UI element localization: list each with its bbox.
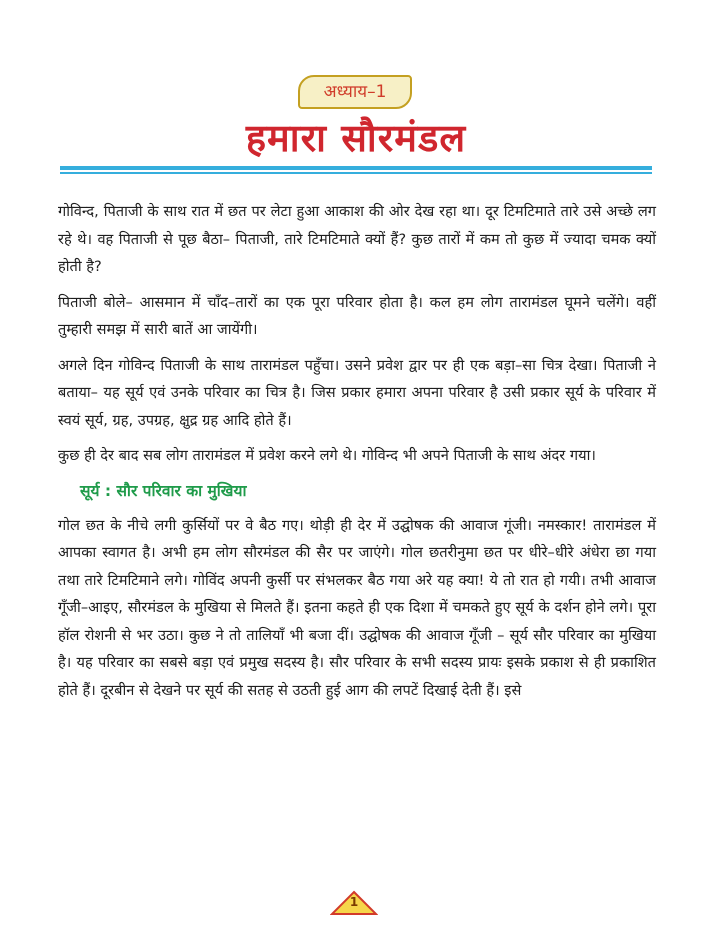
page-number: 1 (349, 895, 359, 909)
title-divider-thin (60, 172, 652, 174)
title-divider-thick (60, 166, 652, 170)
chapter-label-badge (298, 75, 412, 109)
paragraph: कुछ ही देर बाद सब लोग तारामंडल में प्रवेश करने लगे थे। गोविन्द भी अपने पिताजी के साथ अंदर गया। (58, 447, 596, 464)
chapter-label: अध्याय–1 (323, 82, 387, 102)
paragraph: पिताजी बोले– आसमान में चाँद–तारों का एक पूरा परिवार होता है। कल हम लोग तारामंडल घूमने चलेंगे। वहीं तुम्हारी समझ में सारी बातें आ जायेंगी। (58, 293, 656, 338)
paragraph: गोविन्द, पिताजी के साथ रात में छत पर लेटा हुआ आकाश की ओर देख रहा था। दूर टिमटिमाते तारे उसे अच्छे लग रहे थे। वह पिताजी से पूछ बैठा– पिताजी, तारे टिमटिमाते क्यों हैं? कुछ तारों में कम तो कुछ में ज्यादा चमक क्यों होती है? (58, 203, 656, 275)
section-paragraph: गोल छत के नीचे लगी कुर्सियों पर वे बैठ गए। थोड़ी ही देर में उद्घोषक की आवाज गूंजी। नमस्कार! तारामंडल में आपका स्वागत है। अभी हम लोग सौरमंडल की सैर पर जाएंगे। गोल छतरीनुमा छत पर धीरे–धीरे अंधेरा छा गया तथा तारे टिमटिमाने लगे। गोविंद अपनी कुर्सी पर संभलकर बैठ गया अरे यह क्या! ये तो रात हो गयी। तभी आवाज गूँजी–आइए, सौरमंडल के मुखिया से मिलते हैं। इतना कहते ही एक दिशा में चमकते हुए सूर्य के दर्शन होने लगे। पूरा हॉल रोशनी से भर उठा। कुछ ने तो तालियाँ भी बजा दीं। उद्घोषक की आवाज गूँजी – सूर्य सौर परिवार का मुखिया है। यह परिवार का सबसे बड़ा एवं प्रमुख सदस्य है। सौर परिवार के सभी सदस्य प्रायः इसके प्रकाश से ही प्रकाशित होते हैं। दूरबीन से देखने पर सूर्य की सतह से उठती हुई आग की लपटें दिखाई देती हैं। इसे (58, 516, 656, 699)
page-title: हमारा सौरमंडल (245, 116, 467, 160)
page-number-badge (330, 890, 378, 916)
paragraph: अगले दिन गोविन्द पिताजी के साथ तारामंडल पहुँचा। उसने प्रवेश द्वार पर ही एक बड़ा–सा चित्र देखा। पिताजी ने बताया– यह सूर्य एवं उनके परिवार का चित्र है। जिस प्रकार हमारा अपना परिवार है उसी प्रकार सूर्य के परिवार में स्वयं सूर्य, ग्रह, उपग्रह, क्षुद्र ग्रह आदि होते हैं। (58, 356, 656, 429)
chapter-body (58, 198, 656, 712)
section-heading: सूर्य : सौर परिवार का मुखिया (80, 481, 247, 500)
